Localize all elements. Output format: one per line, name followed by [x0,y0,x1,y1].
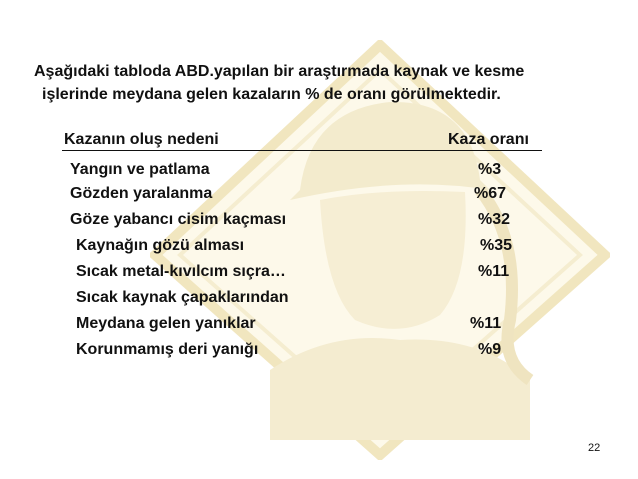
row-rate: %11 [478,263,510,280]
row-cause: Korunmamış deri yanığı [76,341,259,358]
intro-text [34,60,614,106]
row-cause: Meydana gelen yanıklar [76,315,256,332]
row-rate: %3 [478,161,502,178]
header-cause: Kazanın oluş nedeni [64,131,219,148]
row-rate: %9 [478,341,502,358]
row-cause: Sıcak kaynak çapaklarından [76,289,289,306]
row-cause: Sıcak metal-kıvılcım sıçra… [76,263,286,280]
row-cause: Yangın ve patlama [70,161,210,178]
row-rate: %67 [474,185,507,202]
row-rate: %35 [480,237,513,254]
row-rate: %11 [470,315,502,332]
row-cause: Kaynağın gözü alması [76,237,245,254]
page-number: 22 [588,442,601,454]
table-header [62,130,542,151]
row-cause: Gözden yaralanma [70,185,213,202]
row-rate: %32 [478,211,511,228]
intro-line-2: işlerinde meydana gelen kazaların % de oranı görülmektedir. [42,86,501,103]
header-rate: Kaza oranı [448,131,529,148]
intro-line-1: Aşağıdaki tabloda ABD.yapılan bir araştırmada kaynak ve kesme [34,63,525,80]
row-cause: Göze yabancı cisim kaçması [70,211,287,228]
